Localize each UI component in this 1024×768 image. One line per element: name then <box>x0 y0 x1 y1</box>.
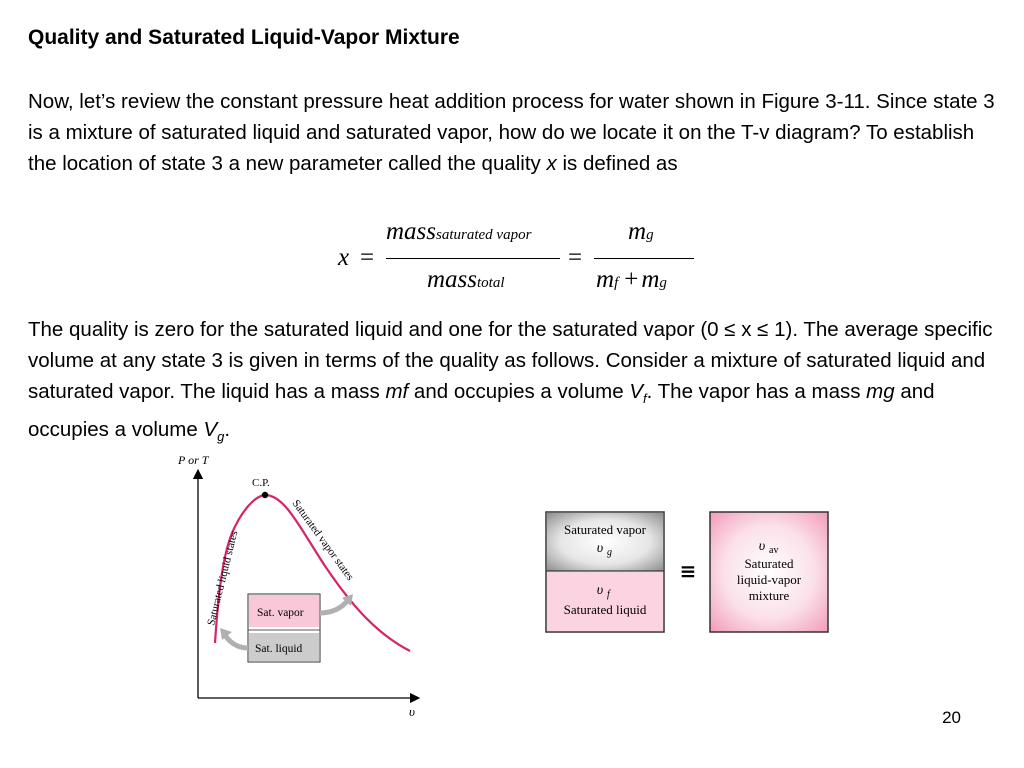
vapor-symbol-sub: g <box>607 547 612 558</box>
avg-symbol-sub: av <box>769 545 779 556</box>
eq-num2-main: m <box>628 218 647 245</box>
eq-numerator-2 <box>628 218 654 246</box>
eq-numerator-1 <box>386 218 531 246</box>
mixture-text-4: and occupies a volume <box>28 380 935 442</box>
arrow-to-liquid-line <box>224 634 248 648</box>
liquid-label: Saturated liquid <box>563 602 647 617</box>
eq-den1-sub: total <box>477 275 505 291</box>
quality-variable: x <box>546 152 557 175</box>
mixture-line-1: Saturated <box>744 556 794 571</box>
eq-num2-sub: g <box>646 227 654 243</box>
liquid-symbol: υ <box>596 583 604 598</box>
mixture-line-2: liquid-vapor <box>736 572 802 587</box>
critical-point-marker <box>262 492 268 498</box>
var-vf: V <box>629 380 643 403</box>
eq-den2-sub2: g <box>659 275 667 291</box>
eq-denominator-1 <box>427 266 505 294</box>
equivalence-sign: ≡ <box>679 559 697 583</box>
sat-liquid-label: Sat. liquid <box>255 643 303 655</box>
vapor-label: Saturated vapor <box>564 522 646 537</box>
eq-equals-1: = <box>360 244 375 271</box>
mixture-paragraph <box>28 314 1003 452</box>
eq-fraction-bar-1 <box>386 258 560 259</box>
eq-num1-main: mass <box>386 218 437 245</box>
eq-fraction-bar-2 <box>594 258 694 259</box>
var-vg: V <box>203 418 218 442</box>
mixture-text-1: The quality is zero for the saturated liquid and one for the saturated vapor (0 ≤ x ≤ 1). The average specific volume at any state 3 is given in terms of the quality as follows. Consider a mixture of saturated liquid and saturated vapor. The liquid has a mass <box>28 318 993 403</box>
y-axis-label: P or T <box>178 453 209 467</box>
var-vg-sub: g <box>217 429 225 445</box>
avg-symbol: υ <box>758 539 766 554</box>
var-mg: mg <box>866 380 895 403</box>
eq-num1-sub: saturated vapor <box>436 227 532 243</box>
eq-den2-m1: m <box>596 266 615 293</box>
intro-paragraph <box>28 86 1003 179</box>
arrow-to-vapor-line <box>320 600 348 613</box>
sat-vapor-curve-label: Saturated vapor states <box>289 497 357 583</box>
sat-vapor-label: Sat. vapor <box>257 607 304 619</box>
intro-tail: is defined as <box>556 152 678 175</box>
slide-number: 20 <box>942 708 961 727</box>
mixture-text-3: . The vapor has a mass <box>646 380 867 403</box>
intro-text: Now, let’s review the constant pressure heat addition process for water shown in Figure 3-11. Since state 3 is a mixture of saturated liquid and saturated vapor, how do we locate it on the T-v diagram? To establish the location of state 3 a new parameter called the quality <box>28 90 995 175</box>
mixture-text-5: . <box>224 418 231 442</box>
saturation-dome-diagram <box>160 448 430 723</box>
critical-point-label: C.P. <box>252 477 270 489</box>
sat-liquid-curve-label: Saturated liquid states <box>205 529 241 627</box>
eq-den2-sub1: f <box>614 275 619 291</box>
mixture-line-3: mixture <box>748 588 790 603</box>
page-title: Quality and Saturated Liquid-Vapor Mixture <box>28 26 460 49</box>
x-axis-label: υ <box>409 704 415 719</box>
mixture-equivalence-diagram <box>540 508 840 636</box>
mixture-text-2: and occupies a volume <box>408 380 630 403</box>
eq-den1-main: mass <box>427 266 478 293</box>
liquid-symbol-sub: f <box>607 589 610 600</box>
eq-lhs: x <box>338 244 350 271</box>
eq-equals-2: = <box>568 244 583 271</box>
vapor-symbol: υ <box>596 541 604 556</box>
eq-plus: + <box>624 266 639 293</box>
eq-den2-m2: m <box>641 266 660 293</box>
var-vf-sub: f <box>643 391 647 407</box>
var-mf: mf <box>385 380 409 403</box>
eq-denominator-2 <box>596 266 667 294</box>
